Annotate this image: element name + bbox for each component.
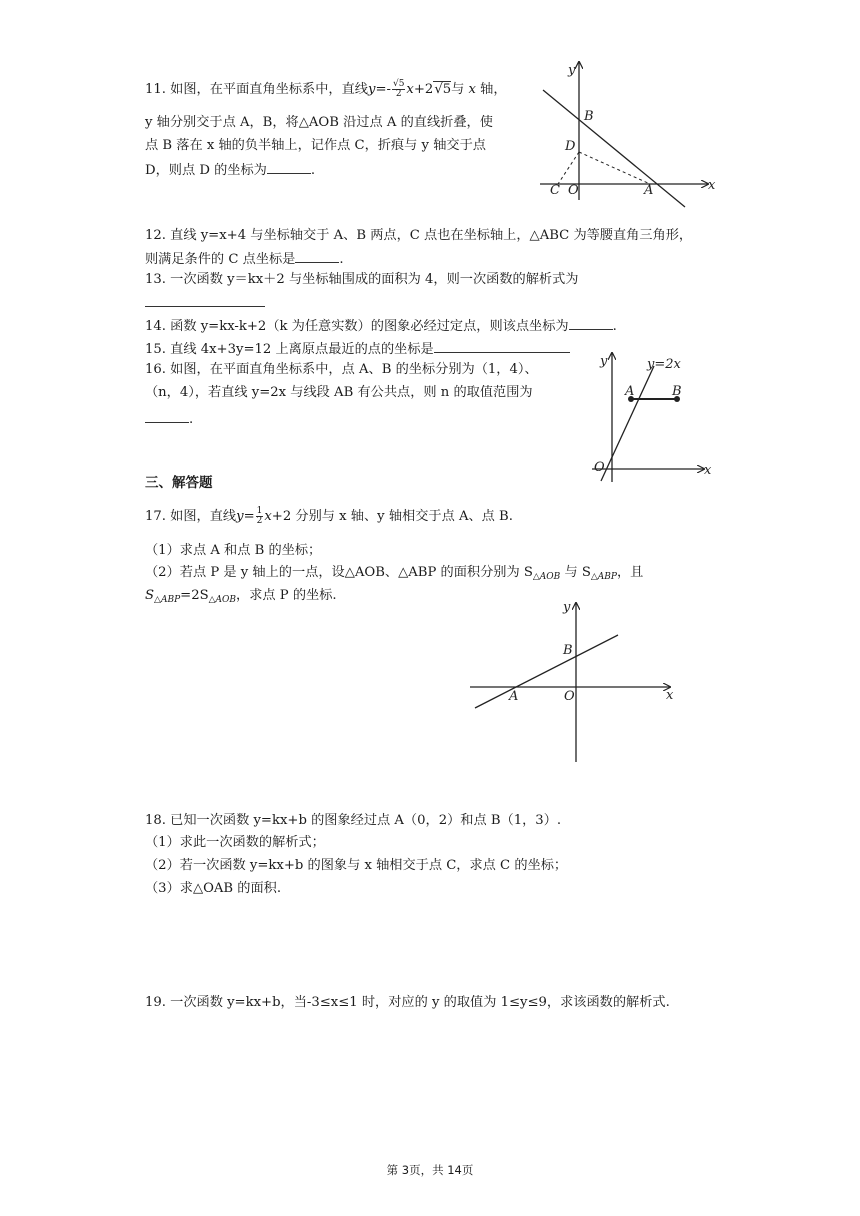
q17-label-x: x — [666, 688, 674, 703]
q17-sub-aob: △AOB — [532, 572, 561, 582]
q17-l4-sub-aob: △AOB — [208, 595, 237, 605]
q11-label-C: C — [550, 183, 560, 198]
q17-line-2: （1）求点 A 和点 B 的坐标； — [145, 543, 322, 558]
q11-label-D: D — [565, 139, 576, 154]
q16-line-1: 16. 如图，在平面直角坐标系中，点 A、B 的坐标分别为（1，4）、 — [145, 362, 538, 377]
q16-period: . — [189, 412, 194, 427]
q16-label-A: A — [625, 384, 635, 399]
q11-label-B: B — [584, 109, 594, 124]
q17-figure — [470, 600, 680, 765]
q12-line-2 — [145, 249, 344, 269]
q17-l3-text: （2）若点 P 是 y 轴上的一点，设△AOB、△ABP 的面积分别为 S — [145, 565, 533, 580]
q19-line-1: 19. 一次函数 y=kx+b，当-3≤x≤1 时，对应的 y 的取值为 1≤y≤9，求该函数的解析式. — [145, 995, 670, 1010]
q16-line-3 — [145, 409, 193, 429]
q14-period: . — [612, 319, 617, 334]
q18-line-2: （1）求此一次函数的解析式； — [145, 835, 325, 850]
q11-x-var: x — [406, 82, 414, 97]
q18-line-3: （2）若一次函数 y=kx+b 的图象与 x 轴相交于点 C，求点 C 的坐标； — [145, 858, 568, 873]
q11-fold-dc — [558, 152, 579, 184]
q17-l4-s: S — [145, 588, 155, 603]
q11-label-A: A — [644, 183, 654, 198]
q17-frac-den: 2 — [256, 516, 263, 526]
q17-line-3 — [145, 564, 643, 586]
q17-line-1 — [145, 507, 513, 526]
q15-answer-prompt: 15. 直线 4x+3y=12 上离原点最近的点的坐标是 — [145, 342, 434, 357]
q15-line-1 — [145, 339, 570, 359]
q16-label-line: y=2x — [647, 357, 681, 372]
q17-fraction — [256, 507, 264, 526]
q17-text-rest: +2 分别与 x 轴、y 轴相交于点 A、点 B. — [271, 509, 513, 524]
q13-line-1: 13. 一次函数 y＝kx＋2 与坐标轴围成的面积为 4，则一次函数的解析式为 — [145, 272, 579, 287]
q16-label-O: O — [594, 460, 605, 475]
q11-label-O: O — [568, 183, 579, 198]
q16-answer-blank — [145, 409, 189, 423]
q11-plus: +2 — [413, 82, 434, 97]
q16-figure — [592, 350, 722, 485]
q11-line-4 — [145, 160, 315, 180]
q11-line-1 — [145, 80, 507, 99]
q16-line-2: （n，4），若直线 y=2x 与线段 AB 有公共点，则 n 的取值范围为 — [145, 385, 533, 400]
q17-line-4 — [145, 587, 337, 609]
q12-answer-prompt: 则满足条件的 C 点坐标是 — [145, 252, 296, 267]
q12-line-1: 12. 直线 y=x+4 与坐标轴交于 A、B 两点，C 点也在坐标轴上，△ABC 为等腰直角三角形， — [145, 228, 693, 243]
q14-line-1 — [145, 316, 617, 336]
q16-label-y: y — [600, 354, 608, 369]
q17-y-var: y — [236, 509, 244, 524]
q11-root: √5 — [434, 82, 452, 97]
q17-frac-num: 1 — [256, 506, 263, 516]
q11-figure — [540, 60, 720, 200]
q17-l4-mid: =2S — [180, 588, 209, 603]
q17-label-O: O — [564, 689, 575, 704]
q17-sub-abp: △ABP — [590, 572, 617, 582]
q18-line-4: （3）求△OAB 的面积. — [145, 881, 282, 896]
q11-answer-prompt: D，则点 D 的坐标为 — [145, 163, 267, 178]
q11-label-y: y — [568, 63, 576, 78]
q17-label-y: y — [563, 600, 571, 615]
q11-answer-blank — [267, 160, 311, 174]
section-heading: 三、解答题 — [145, 475, 213, 491]
q11-line-2: y 轴分别交于点 A，B，将△AOB 沿过点 A 的直线折叠，使 — [145, 115, 493, 130]
q11-equals: =- — [375, 82, 391, 97]
q11-x-axis: x — [468, 82, 476, 97]
q17-label-A: A — [509, 689, 519, 704]
q16-label-x: x — [704, 463, 712, 478]
q17-l4-end: ，求点 P 的坐标. — [236, 588, 337, 603]
q11-line-3: 点 B 落在 x 轴的负半轴上，记作点 C，折痕与 y 轴交于点 — [145, 138, 486, 153]
q17-text: 17. 如图，直线 — [145, 509, 237, 524]
q17-label-B: B — [563, 643, 573, 658]
q17-line — [475, 635, 618, 708]
q11-period: . — [310, 163, 316, 178]
q14-answer-prompt: 14. 函数 y=kx-k+2（k 为任意实数）的图象必经过定点，则该点坐标为 — [145, 319, 569, 334]
q14-answer-blank — [569, 316, 613, 330]
q15-answer-blank — [434, 339, 570, 353]
page-footer: 第 3页，共 14页 — [386, 1163, 474, 1177]
q17-l4-sub-abp: △ABP — [154, 595, 181, 605]
q11-y-var: y — [367, 82, 376, 97]
q11-text: 11. 如图，在平面直角坐标系中，直线 — [145, 82, 368, 97]
q12-answer-blank — [295, 249, 339, 263]
q17-l3-end: ，且 — [616, 565, 644, 580]
q11-and: 与 — [451, 82, 465, 97]
q11-frac-den: 2 — [395, 89, 402, 99]
q17-x-var: x — [264, 509, 272, 524]
q17-l3-mid: 与 S — [560, 565, 591, 580]
q16-label-B: B — [672, 384, 682, 399]
q11-fraction — [392, 80, 405, 99]
q13-line-2 — [145, 293, 265, 313]
q17-equals: = — [243, 509, 255, 524]
q11-axis-word: 轴， — [480, 82, 507, 97]
q12-period: . — [339, 252, 344, 267]
q11-fold-line — [579, 152, 650, 184]
q13-answer-blank — [145, 293, 265, 307]
q11-frac-num: √5 — [392, 79, 405, 89]
q11-label-x: x — [708, 178, 716, 193]
q18-line-1: 18. 已知一次函数 y=kx+b 的图象经过点 A（0，2）和点 B（1，3）. — [145, 813, 562, 828]
